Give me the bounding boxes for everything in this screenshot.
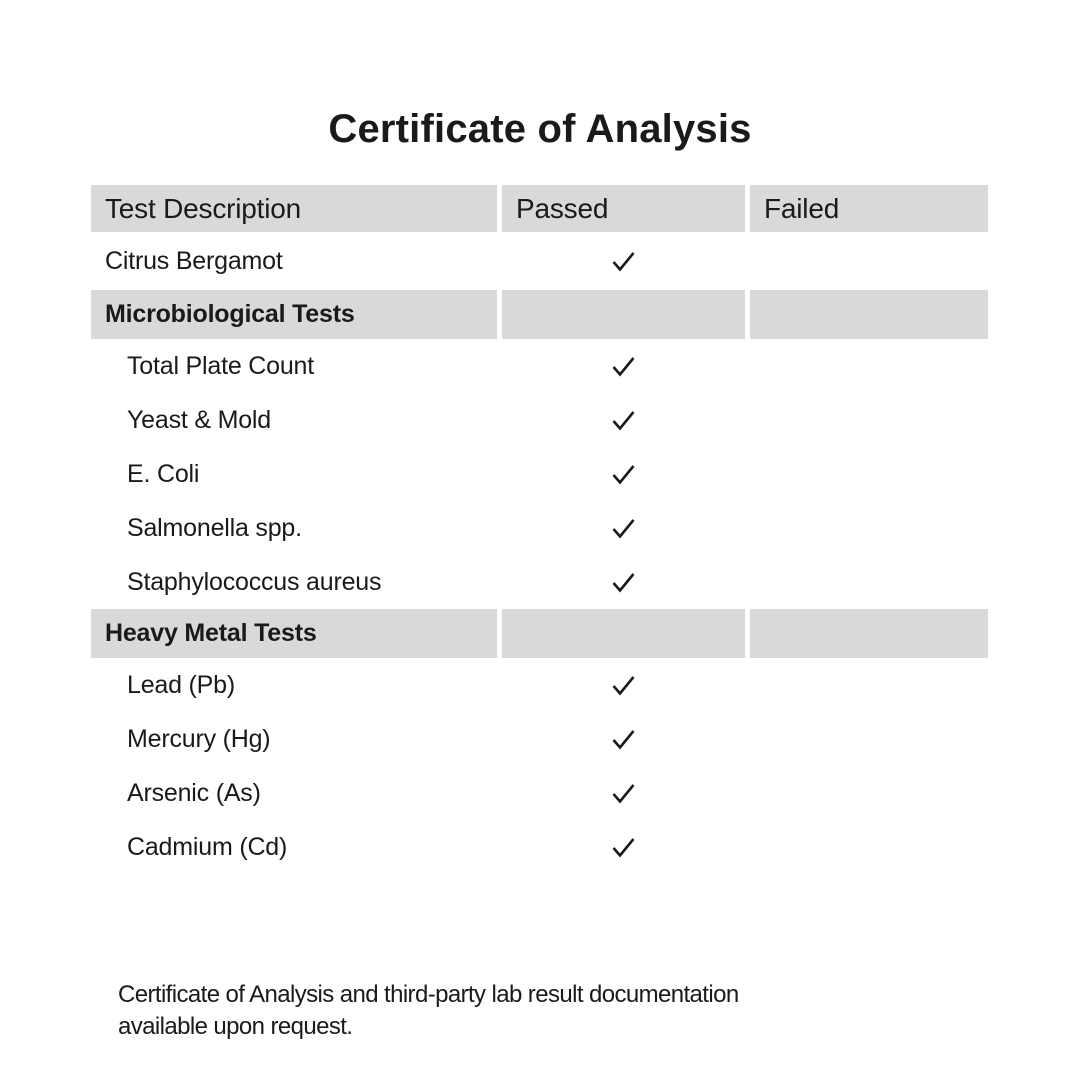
check-icon (610, 409, 637, 432)
check-icon (610, 355, 637, 378)
table-row (91, 766, 988, 820)
check-icon (610, 728, 637, 751)
table-row (91, 339, 988, 393)
column-header-failed: Failed (750, 185, 988, 232)
table-row (91, 712, 988, 766)
test-name-cell (91, 447, 497, 501)
section-empty-passed-cell (502, 609, 745, 658)
test-name-cell (91, 232, 497, 290)
test-name-cell (91, 501, 497, 555)
test-name: Citrus Bergamot (105, 246, 283, 275)
test-name: Staphylococcus aureus (127, 567, 382, 596)
test-name-cell (91, 712, 497, 766)
passed-cell (502, 555, 745, 609)
test-name-cell (91, 555, 497, 609)
failed-cell (750, 447, 988, 501)
passed-cell (502, 501, 745, 555)
check-icon (610, 250, 637, 273)
test-name: Yeast & Mold (127, 405, 271, 434)
passed-cell (502, 820, 745, 874)
test-name: Salmonella spp. (127, 513, 302, 542)
test-name-cell (91, 339, 497, 393)
check-icon (610, 782, 637, 805)
section-title-cell (91, 609, 497, 658)
table-row (91, 232, 988, 290)
failed-cell (750, 820, 988, 874)
table-section-row (91, 290, 988, 339)
check-icon (610, 463, 637, 486)
passed-cell (502, 339, 745, 393)
check-icon (610, 836, 637, 859)
test-name: Cadmium (Cd) (127, 832, 288, 861)
section-empty-failed-cell (750, 290, 988, 339)
failed-cell (750, 393, 988, 447)
section-empty-passed-cell (502, 290, 745, 339)
table-row (91, 658, 988, 712)
test-name-cell (91, 766, 497, 820)
check-icon (610, 571, 637, 594)
table-row (91, 447, 988, 501)
failed-cell (750, 658, 988, 712)
footer-note: Certificate of Analysis and third-party lab result documentation available upon request. (118, 981, 739, 1040)
test-name: Total Plate Count (127, 351, 314, 380)
test-name: Mercury (Hg) (127, 724, 271, 753)
section-empty-failed-cell (750, 609, 988, 658)
section-title-cell (91, 290, 497, 339)
section-title: Heavy Metal Tests (105, 619, 317, 647)
failed-cell (750, 232, 988, 290)
check-icon (610, 517, 637, 540)
passed-cell (502, 232, 745, 290)
passed-cell (502, 712, 745, 766)
test-name: Arsenic (As) (127, 778, 261, 807)
failed-cell (750, 712, 988, 766)
table-section-row (91, 609, 988, 658)
coa-table (91, 185, 988, 874)
table-header-row (91, 185, 988, 232)
passed-cell (502, 393, 745, 447)
test-name: E. Coli (127, 459, 200, 488)
page-title: Certificate of Analysis (328, 107, 752, 151)
failed-cell (750, 339, 988, 393)
section-title: Microbiological Tests (105, 300, 355, 328)
failed-cell (750, 501, 988, 555)
test-name: Lead (Pb) (127, 670, 235, 699)
table-body (91, 232, 988, 874)
failed-cell (750, 766, 988, 820)
test-name-cell (91, 393, 497, 447)
table-row (91, 393, 988, 447)
column-header-passed: Passed (502, 185, 745, 232)
table-row (91, 555, 988, 609)
test-name-cell (91, 820, 497, 874)
table-row (91, 820, 988, 874)
table-row (91, 501, 988, 555)
column-header-test-description: Test Description (91, 185, 497, 232)
failed-cell (750, 555, 988, 609)
passed-cell (502, 658, 745, 712)
check-icon (610, 674, 637, 697)
passed-cell (502, 447, 745, 501)
passed-cell (502, 766, 745, 820)
test-name-cell (91, 658, 497, 712)
